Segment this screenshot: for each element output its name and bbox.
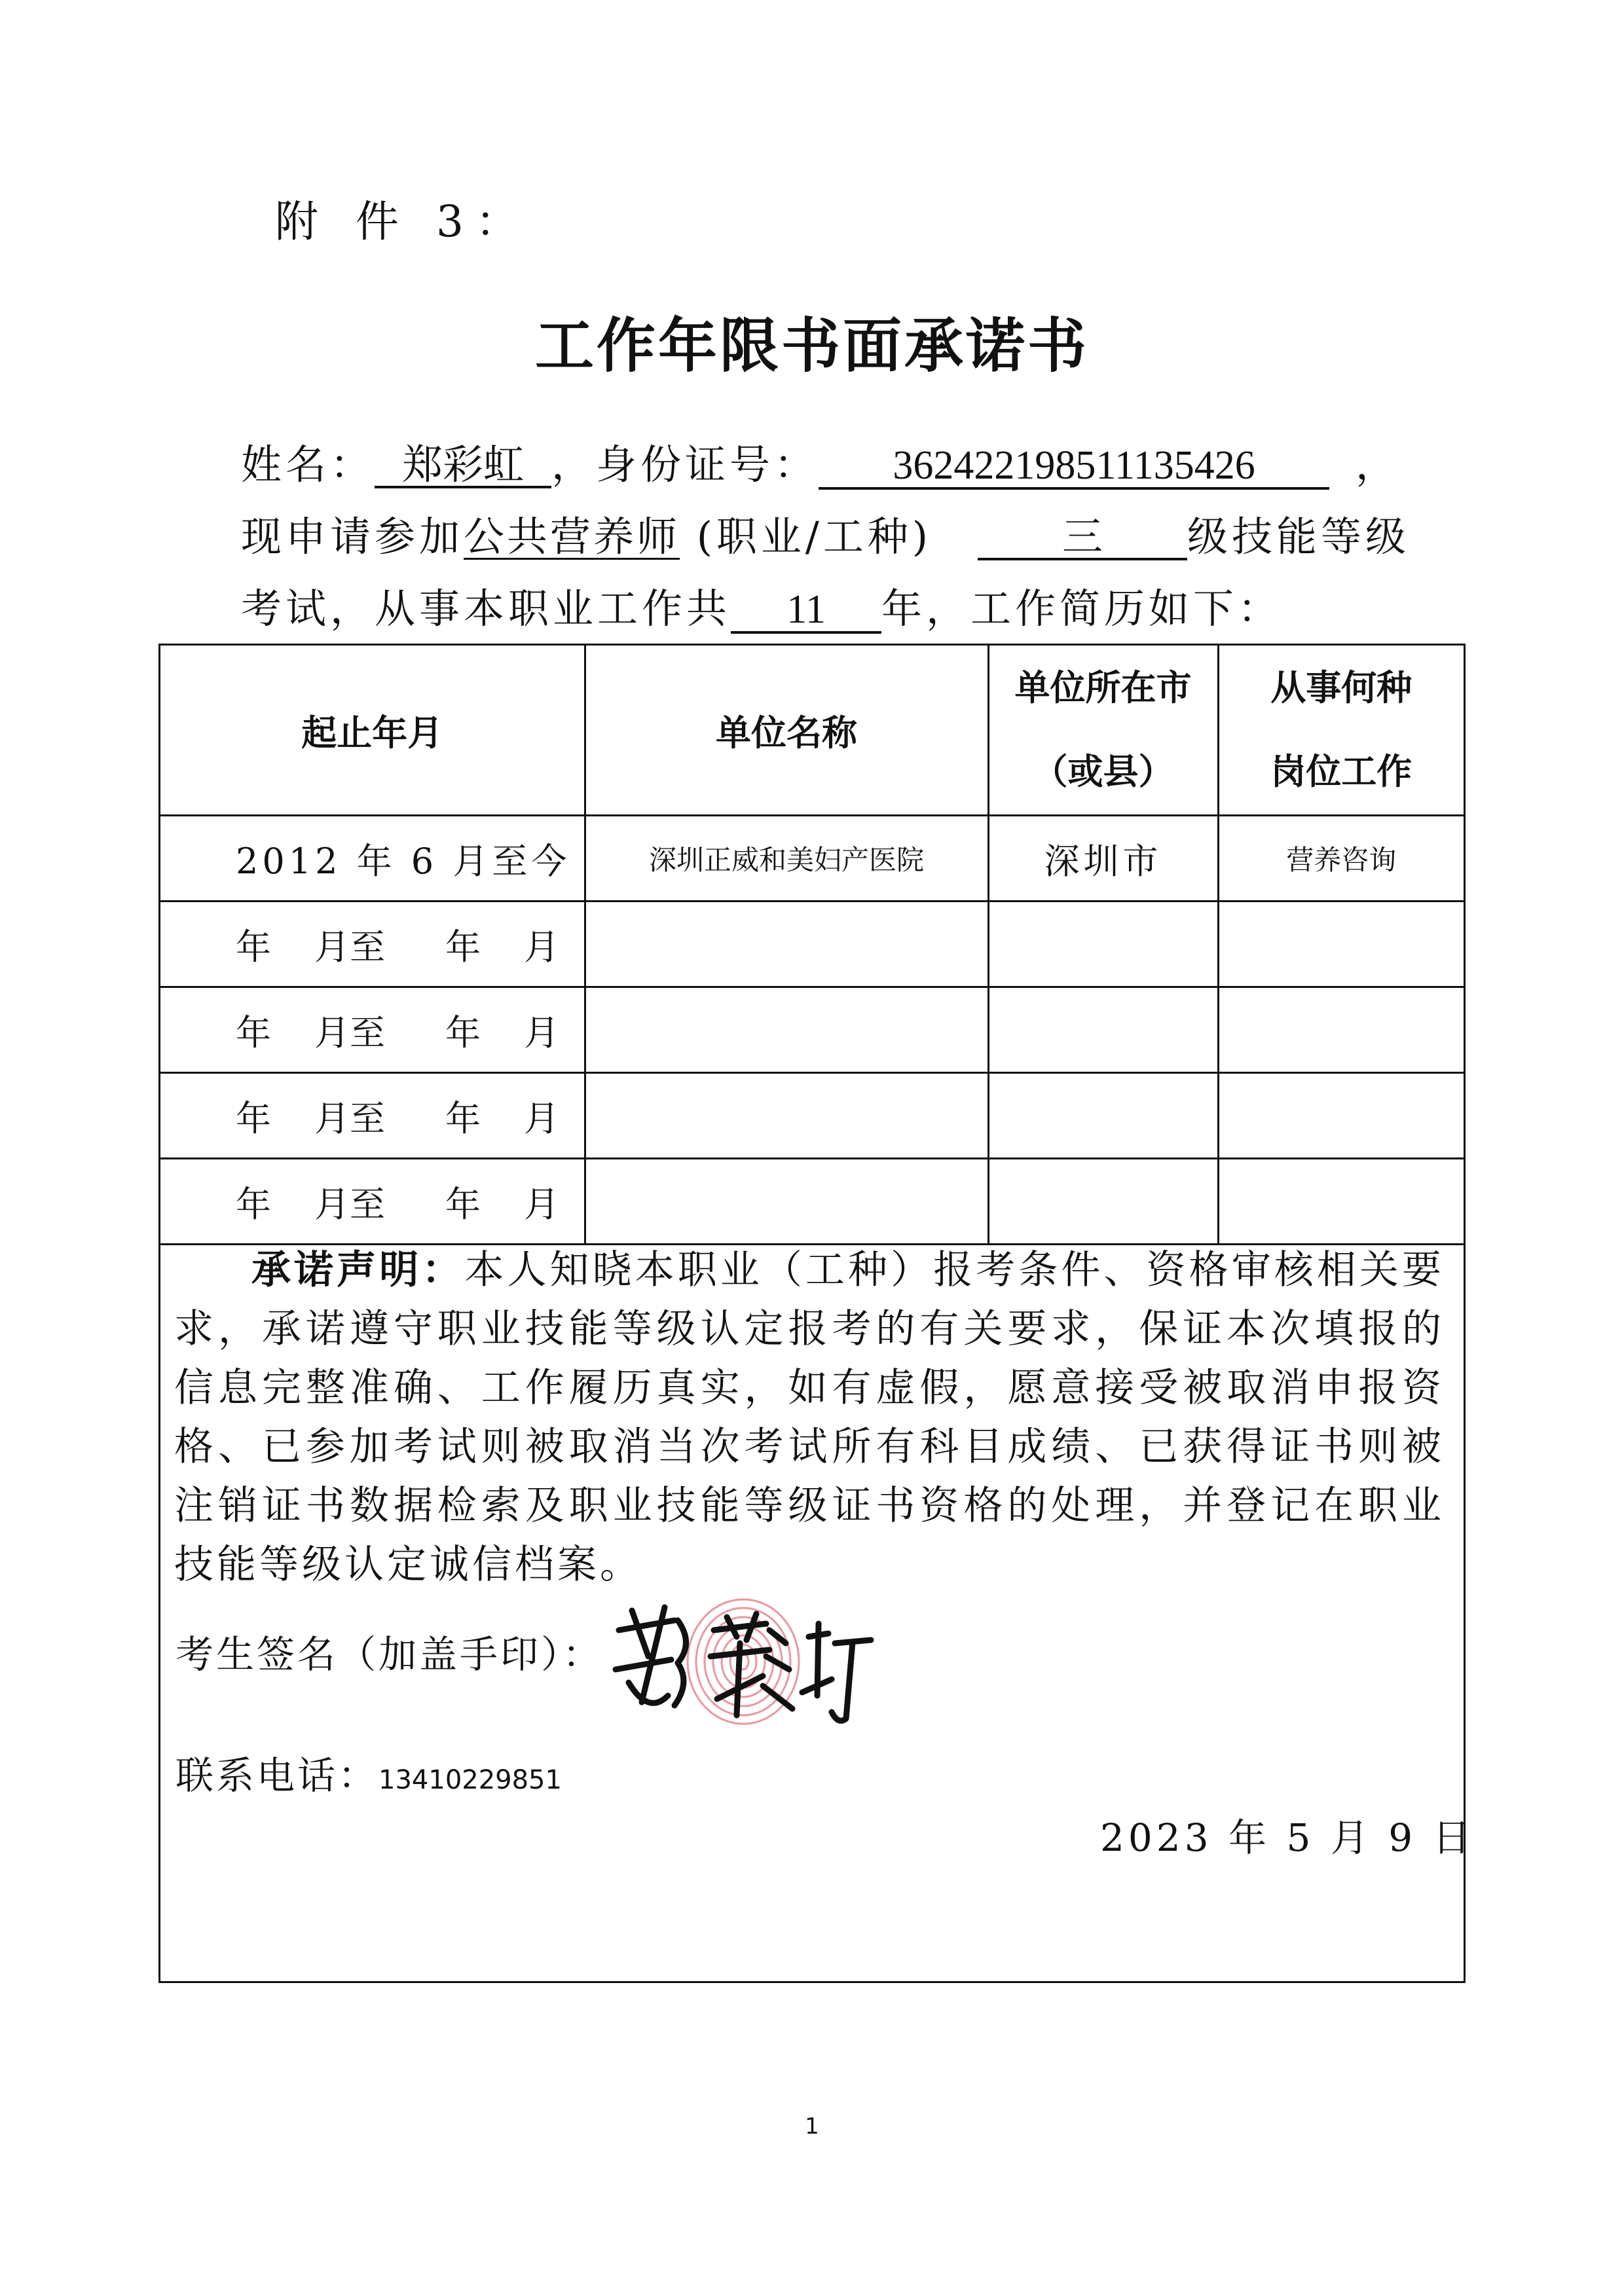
row-post-blank	[1218, 987, 1464, 1073]
table-row	[160, 816, 1464, 902]
table-row	[160, 1073, 1464, 1159]
header-period: 起止年月	[160, 646, 585, 816]
row-period: 2012 年 6 月至今	[160, 816, 585, 902]
row-period-blank: 年 月至 年 月	[160, 902, 585, 987]
table-row	[160, 902, 1464, 987]
header-city	[988, 646, 1218, 816]
row-unit-blank	[585, 987, 988, 1073]
document-title: 工作年限书面承诺书	[535, 312, 1089, 380]
years-value: 11	[731, 589, 881, 634]
attachment-label: 附 件 3：	[275, 196, 530, 247]
row-unit-blank	[585, 1073, 988, 1159]
row-unit: 深圳正威和美妇产医院	[585, 816, 988, 902]
row-post-blank	[1218, 1073, 1464, 1159]
intro-line-2	[241, 504, 1410, 562]
row-city-blank	[988, 1159, 1218, 1245]
row-city: 深圳市	[988, 816, 1218, 902]
row-post-blank	[1218, 902, 1464, 987]
comma: ，	[1356, 441, 1401, 488]
declaration-text: 本人知晓本职业（工种）报考条件、资格审核相关要求，承诺遵守职业技能等级认定报考的有关要求，保证本次填报的信息完整准确、工作履历真实，如有虚假，愿意接受被取消申报资格、已参加考试则被取消当次考试所有科目成绩、已获得证书则被注销证书数据检索及职业技能等级证书资格的处理，并登记在职业技能等级认定诚信档案。	[174, 1247, 1445, 1588]
row-post: 营养咨询	[1218, 816, 1464, 902]
handwritten-signature	[602, 1584, 877, 1735]
sign-date: 2023 年 5 月 9 日	[1100, 1815, 1475, 1860]
signature-label: 考生签名（加盖手印）：	[175, 1632, 604, 1677]
header-post-line1: 从事何种	[1270, 667, 1412, 708]
table-row	[160, 987, 1464, 1073]
row-unit-blank	[585, 902, 988, 987]
header-unit: 单位名称	[585, 646, 988, 816]
level-value: 三	[978, 515, 1187, 560]
row-period-blank: 年 月至 年 月	[160, 1073, 585, 1159]
id-value: 362422198511135426	[819, 445, 1329, 490]
id-label: ，身份证号：	[551, 441, 819, 488]
row-city-blank	[988, 987, 1218, 1073]
table-row	[160, 1159, 1464, 1245]
header-city-line2: （或县）	[1032, 751, 1174, 792]
apply-prefix: 现申请参加	[241, 513, 464, 560]
header-post	[1218, 646, 1464, 816]
row-period-blank: 年 月至 年 月	[160, 987, 585, 1073]
phone-label: 联系电话：	[175, 1753, 379, 1798]
header-city-line1: 单位所在市	[1014, 667, 1192, 708]
level-suffix: 级技能等级	[1187, 513, 1411, 560]
page-number: 1	[805, 2113, 819, 2140]
name-value: 郑彩虹	[375, 443, 551, 488]
row-post-blank	[1218, 1159, 1464, 1245]
table-header-row	[160, 646, 1464, 816]
phone-line	[175, 1745, 562, 1800]
phone-value: 13410229851	[378, 1765, 562, 1795]
row-city-blank	[988, 1073, 1218, 1159]
intro-line-3	[241, 576, 1282, 634]
occupation-suffix: (职业/工种)	[680, 513, 932, 560]
header-post-line2: 岗位工作	[1270, 751, 1412, 792]
intro-line-1	[241, 432, 1400, 490]
row-period-blank: 年 月至 年 月	[160, 1159, 585, 1245]
exam-prefix: 考试，从事本职业工作共	[241, 585, 731, 632]
work-history-table	[160, 646, 1464, 1245]
years-suffix: 年，工作简历如下：	[881, 585, 1283, 632]
row-city-blank	[988, 902, 1218, 987]
row-unit-blank	[585, 1159, 988, 1245]
fingerprint-icon	[688, 1599, 799, 1724]
occupation-value: 公共营养师	[464, 513, 680, 560]
name-label: 姓名：	[241, 441, 375, 488]
declaration-label: 承诺声明：	[251, 1247, 465, 1293]
declaration	[174, 1241, 1445, 1594]
